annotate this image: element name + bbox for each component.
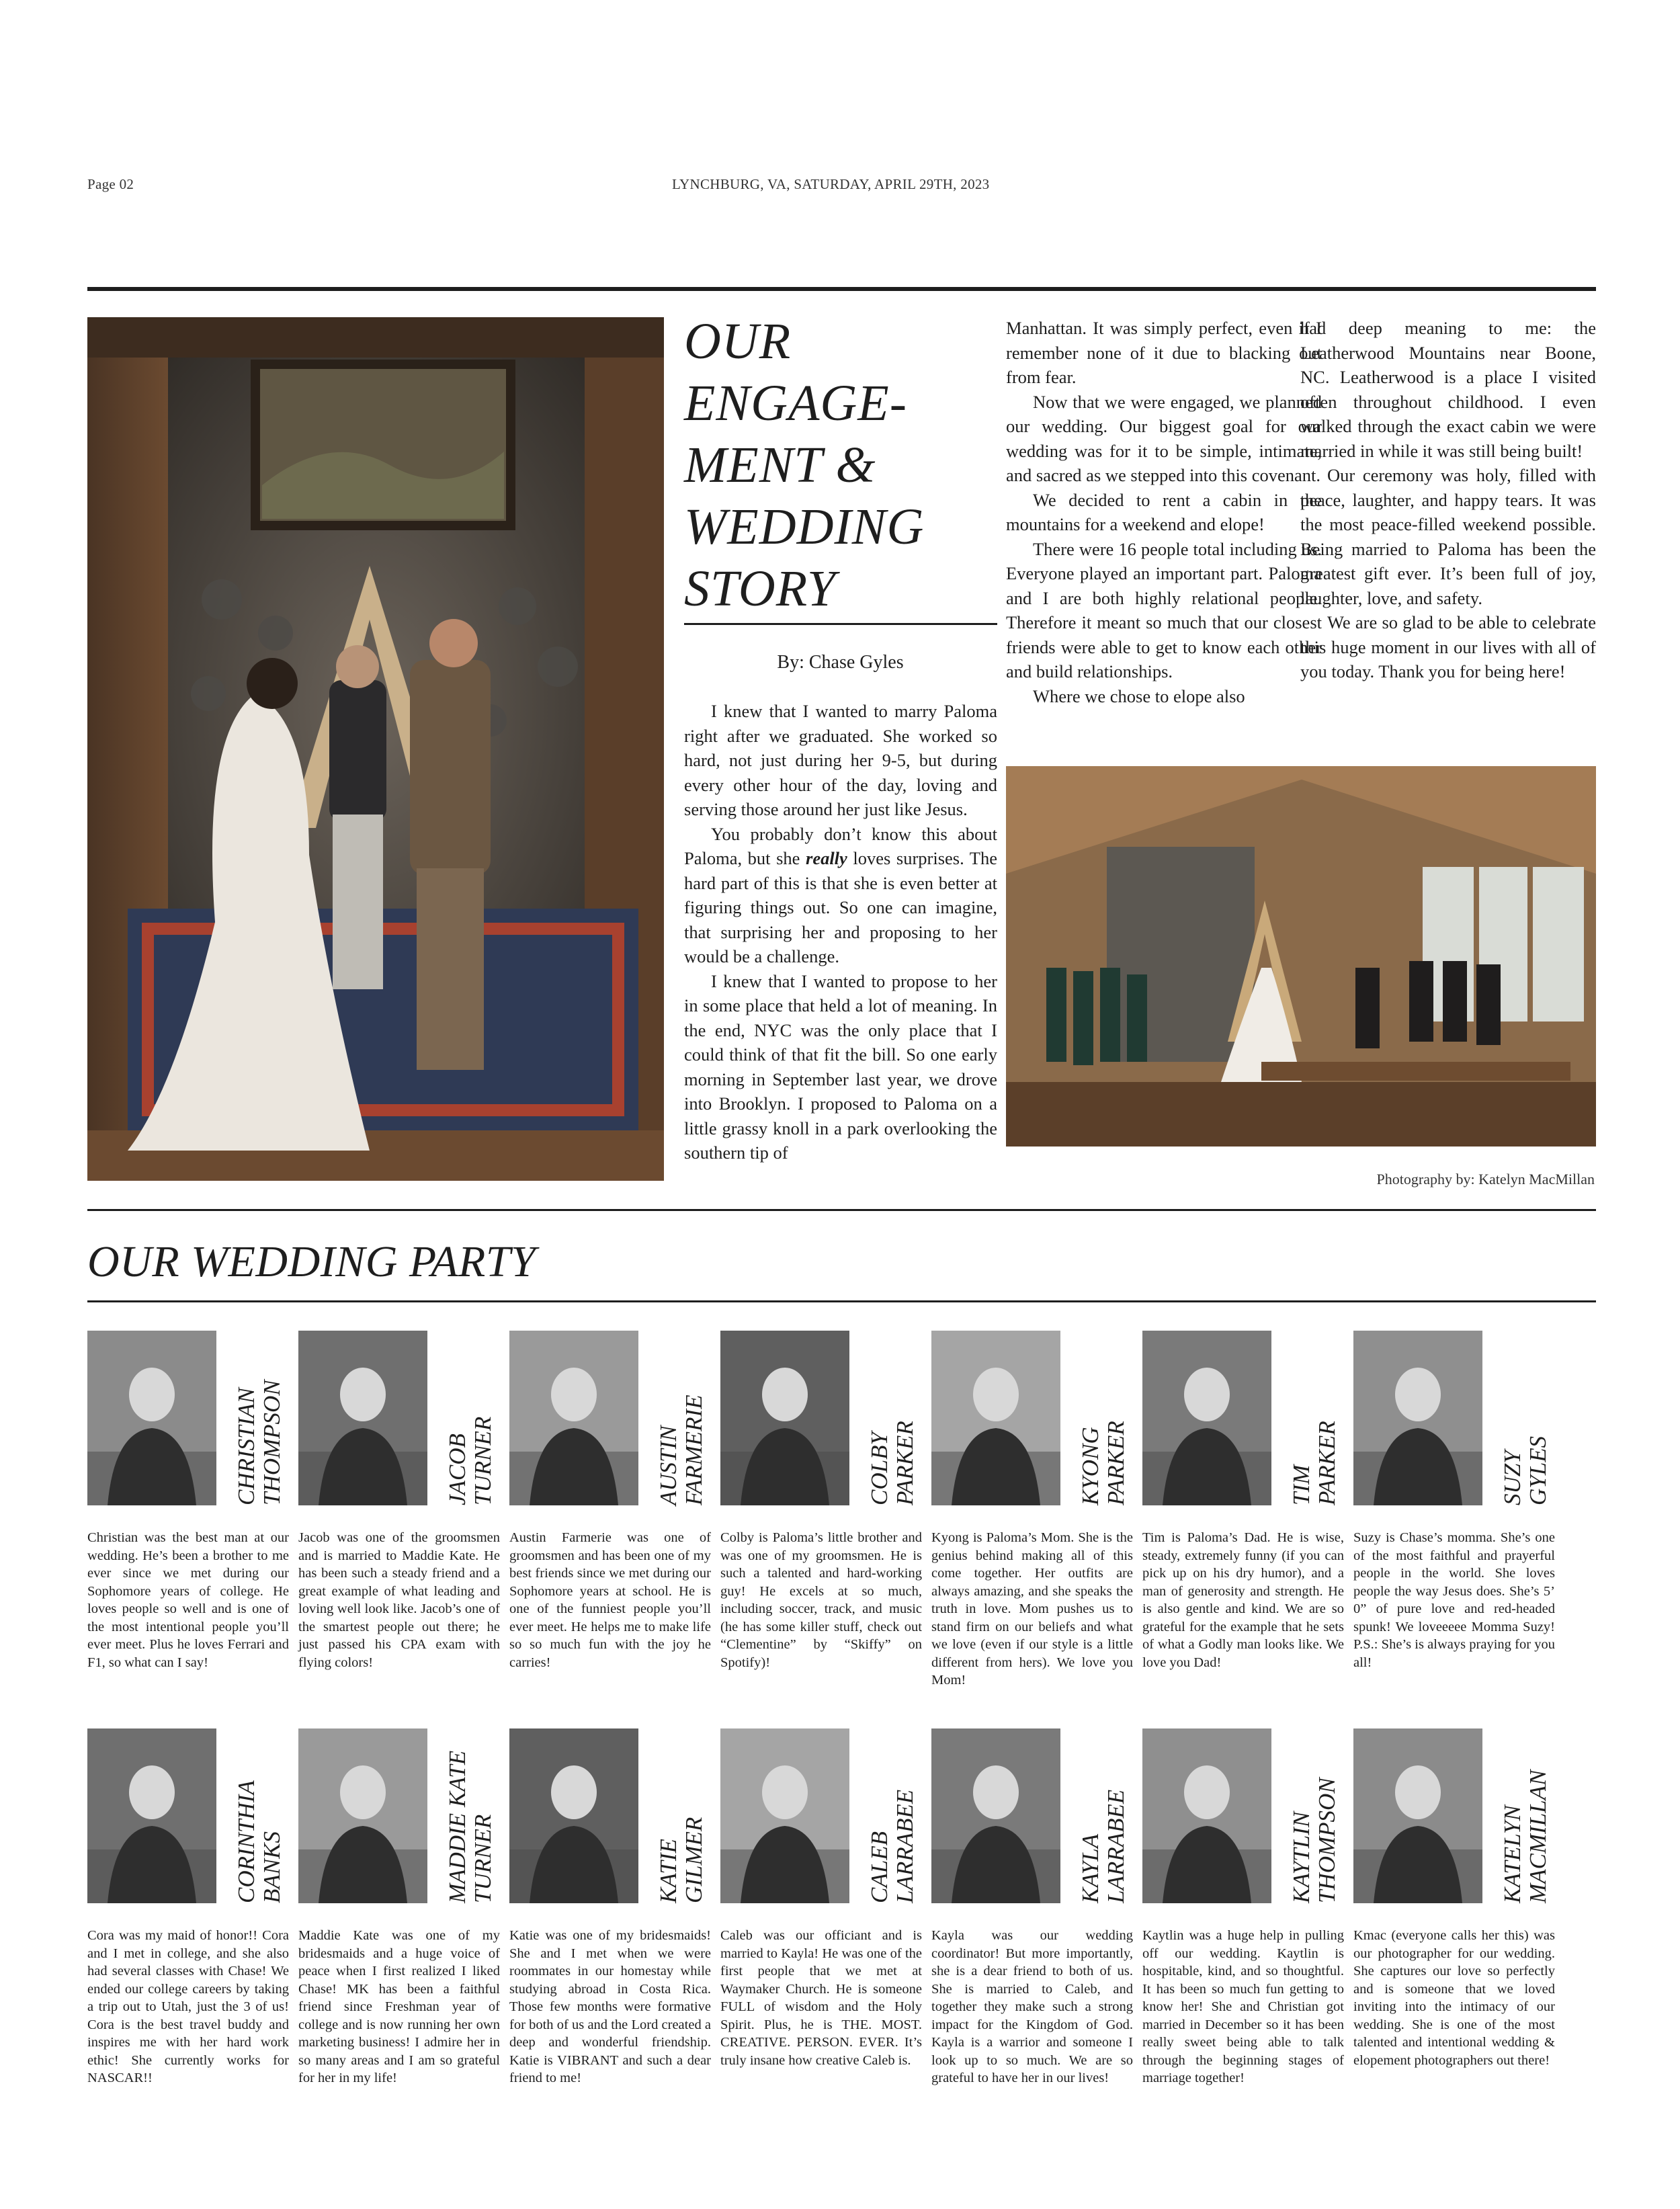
member-photo xyxy=(1142,1728,1271,1903)
story-headline: OUR ENGAGE-MENT & WEDDING STORY xyxy=(684,313,925,617)
member-bio: Caleb was our officiant and is married to Kayla! He was one of the first people that we met at Waymaker Church. He is someone FULL of wisdom and the Holy Spirit. Plus, he is THE. MOST. CREATIVE. PERSON. EVER. It’s truly insane how creative Caleb is. xyxy=(720,1928,922,2068)
member-photo xyxy=(1353,1728,1482,1903)
member-name: KAYLA LARRABEE xyxy=(1077,1789,1129,1903)
party-member xyxy=(509,1331,711,1707)
member-bio: Suzy is Chase’s momma. She’s one of the most faithful and prayerful people in the world. She loves people the way Jesus does. She’s 5’ 0” of pure love and red-headed spunk! We loveeeee Momma Suzy! P.S.: She’s is always praying for you all! xyxy=(1353,1530,1555,1670)
member-name: KATIE GILMER xyxy=(655,1817,707,1903)
member-name: CORINTHIA BANKS xyxy=(233,1780,285,1903)
wedding-party-title: OUR WEDDING PARTY xyxy=(87,1237,536,1286)
party-member xyxy=(298,1331,500,1707)
member-bio: Kyong is Paloma’s Mom. She is the genius behind making all of this come together. Her outfits are always amazing, and she speaks the truth in love. Mom pushes us to stand firm on our beliefs and what we love (even if our style is a little different from hers). We love you Mom! xyxy=(931,1530,1133,1687)
member-bio: Cora was my maid of honor!! Cora and I met in college, and she also had several classes with Chase! We ended our college careers by taking a trip out to Utah, just the 3 of us! Cora is the best travel buddy and inspires me with her hard work ethic! She currently works for NASCAR!! xyxy=(87,1928,289,2085)
party-member xyxy=(931,1728,1133,2105)
story-column-2 xyxy=(1006,316,1322,708)
member-bio: Katie was one of my bridesmaids! She and I met when we were roommates in our homestay while studying abroad in Costa Rica. Those few months were formative for both of us and the Lord created a deep and wonderful friendship. Katie is VIBRANT and such a dear friend to me! xyxy=(509,1928,711,2085)
member-name: MADDIE KATE TURNER xyxy=(444,1750,496,1903)
member-name: TIM PARKER xyxy=(1288,1421,1340,1505)
member-bio: Jacob was one of the groomsmen and is married to Maddie Kate. He has been such a steady friend and a great example of what leading and loving well look like. Jacob’s one of the smartest people out there; he just passed his CPA exam with flying colors! xyxy=(298,1530,500,1670)
member-name: SUZY GYLES xyxy=(1499,1435,1551,1505)
party-member xyxy=(509,1728,711,2105)
story-paragraph: I knew that I wanted to propose to her in some place that held a lot of meaning. In the end, NYC was the only place that I could think of that fit the bill. So one early morning in September last year, we drove into Brooklyn. I proposed to Paloma on a little grassy knoll in a park overlooking the southern tip of xyxy=(684,970,997,1163)
byline: By: Chase Gyles xyxy=(777,652,904,673)
member-name: KAYTLIN THOMPSON xyxy=(1288,1778,1340,1903)
story-paragraph: I knew that I wanted to marry Paloma right after we graduated. She worked so hard, not just during her 9-5, but during every other hour of the day, loving and serving those around her just like Jesus. xyxy=(684,701,997,819)
photo-credit: Photography by: Katelyn MacMillan xyxy=(1376,1171,1595,1187)
wide-ceremony-photo xyxy=(1006,766,1596,1147)
member-photo xyxy=(87,1728,216,1903)
story-column-1 xyxy=(684,699,997,1165)
member-name: JACOB TURNER xyxy=(444,1416,496,1505)
member-bio: Christian was the best man at our wedding. He’s been a brother to me ever since we met during our Sophomore years of college. He loves people so well and is one of the most intentional people you’ll ever meet. Plus he loves Ferrari and F1, so what can I say! xyxy=(87,1530,289,1670)
party-member xyxy=(1142,1331,1344,1707)
story-paragraph: Manhattan. It was simply perfect, even if I remember none of it due to blacking out from fear. xyxy=(1006,318,1322,387)
party-member xyxy=(87,1728,289,2105)
member-photo xyxy=(931,1728,1060,1903)
member-bio: Kmac (everyone calls her this) was our photographer for our wedding. She captures our love so perfectly and is someone that we loved inviting into the intimacy of our wedding. She is one of the most talented and intentional wedding & elopement photographers out there! xyxy=(1353,1928,1555,2068)
member-name: CHRISTIAN THOMPSON xyxy=(233,1380,285,1505)
story-paragraph: Now that we were engaged, we planned our wedding. Our biggest goal for our wedding was for it to be simple, intimate, and sacred as we stepped into this covenant. xyxy=(1006,391,1322,485)
page-number: Page 02 xyxy=(87,176,134,192)
member-bio: Tim is Paloma’s Dad. He is wise, steady, extremely funny (if you can pick up on his dry humor), and a man of generosity and strength. He is also gentle and kind. We are so grateful for the example that he sets of what a Godly man looks like. We love you Dad! xyxy=(1142,1530,1344,1670)
section-rule-bottom xyxy=(87,1300,1596,1302)
member-bio: Kaytlin was a huge help in pulling off our wedding. Kaytlin is hospitable, kind, and so thoughtful. It has been so much fun getting to know her! She and Christian got married in December so it has been really sweet being able to talk through the beginning stages of marriage together! xyxy=(1142,1928,1344,2085)
section-rule-top xyxy=(87,1209,1596,1211)
story-paragraph: We are so glad to be able to celebrate this huge moment in our lives with all of you today. Thank you for being here! xyxy=(1300,612,1596,681)
member-photo xyxy=(720,1331,849,1505)
party-member xyxy=(1353,1728,1555,2105)
member-name: KYONG PARKER xyxy=(1077,1421,1129,1505)
party-member xyxy=(1142,1728,1344,2105)
story-paragraph: There were 16 people total including us. Everyone played an important part. Paloma and I are both highly relational people. Therefore it meant so much that our closest friends were able to get to know each other and build relationships. xyxy=(1006,538,1322,681)
member-name: CALEB LARRABEE xyxy=(866,1789,918,1903)
top-rule xyxy=(87,287,1596,291)
party-member xyxy=(931,1331,1133,1707)
member-bio: Austin Farmerie was one of groomsmen and has been one of my best friends since we met during our Sophomore years at school. He is one of the funniest people you’ll ever meet. He helps me to make life so so much fun with the joy he carries! xyxy=(509,1530,711,1670)
member-photo xyxy=(298,1331,427,1505)
party-member xyxy=(298,1728,500,2105)
member-name: COLBY PARKER xyxy=(866,1421,918,1505)
member-photo xyxy=(931,1331,1060,1505)
member-bio: Maddie Kate was one of my bridesmaids and a huge voice of peace when I first realized I liked Chase! MK has been a faithful friend since Freshman year of college and is now running her own marketing business! I admire her in so many areas and I am so grateful for her in my life! xyxy=(298,1928,500,2085)
member-name: KATELYN MACMILLAN xyxy=(1499,1769,1551,1903)
party-member xyxy=(1353,1331,1555,1707)
story-column-3 xyxy=(1300,316,1596,684)
member-photo xyxy=(87,1331,216,1505)
story-paragraph: Our ceremony was holy, filled with peace, laughter, and happy tears. It was the most peace-filled weekend possible. Being married to Paloma has been the greatest gift ever. It’s been full of joy, laughter, love, and safety. xyxy=(1300,465,1596,608)
member-name: AUSTIN FARMERIE xyxy=(655,1394,707,1505)
member-photo xyxy=(509,1728,638,1903)
member-photo xyxy=(298,1728,427,1903)
party-member xyxy=(87,1331,289,1707)
headline-rule xyxy=(684,623,997,625)
party-member xyxy=(720,1728,922,2105)
party-member xyxy=(720,1331,922,1707)
member-bio: Kayla was our wedding coordinator! But more importantly, she is a dear friend to both of us. She is married to Caleb, and together they make such a strong impact for the Kingdom of God. Kayla is a warrior and someone I look up to so much. We are so grateful to have her in our lives! xyxy=(931,1928,1133,2085)
story-paragraph: We decided to rent a cabin in the mountains for a weekend and elope! xyxy=(1006,489,1322,534)
member-photo xyxy=(509,1331,638,1505)
member-photo xyxy=(720,1728,849,1903)
ceremony-photo xyxy=(87,317,664,1181)
dateline: LYNCHBURG, VA, SATURDAY, APRIL 29TH, 2023 xyxy=(672,176,990,192)
member-photo xyxy=(1142,1331,1271,1505)
story-paragraph: Where we chose to elope also xyxy=(1033,685,1245,706)
member-photo xyxy=(1353,1331,1482,1505)
member-bio: Colby is Paloma’s little brother and was one of my groomsmen. He is such a talented and hard-working guy! He excels at so much, including soccer, track, and music (he has some killer stuff, check out “Clementine” by “Skiffy” on Spotify)! xyxy=(720,1530,922,1670)
story-paragraph: You probably don’t know this about Paloma, but she really loves surprises. The hard part of this is that she is even better at figuring things out. So one can imagine, that surprising her and proposing to her would be a challenge. xyxy=(684,823,997,966)
story-paragraph: had deep meaning to me: the Leatherwood Mountains near Boone, NC. Leatherwood is a place I visited often throughout childhood. I even walked through the exact cabin we were married in while it was still being built! xyxy=(1300,318,1596,461)
